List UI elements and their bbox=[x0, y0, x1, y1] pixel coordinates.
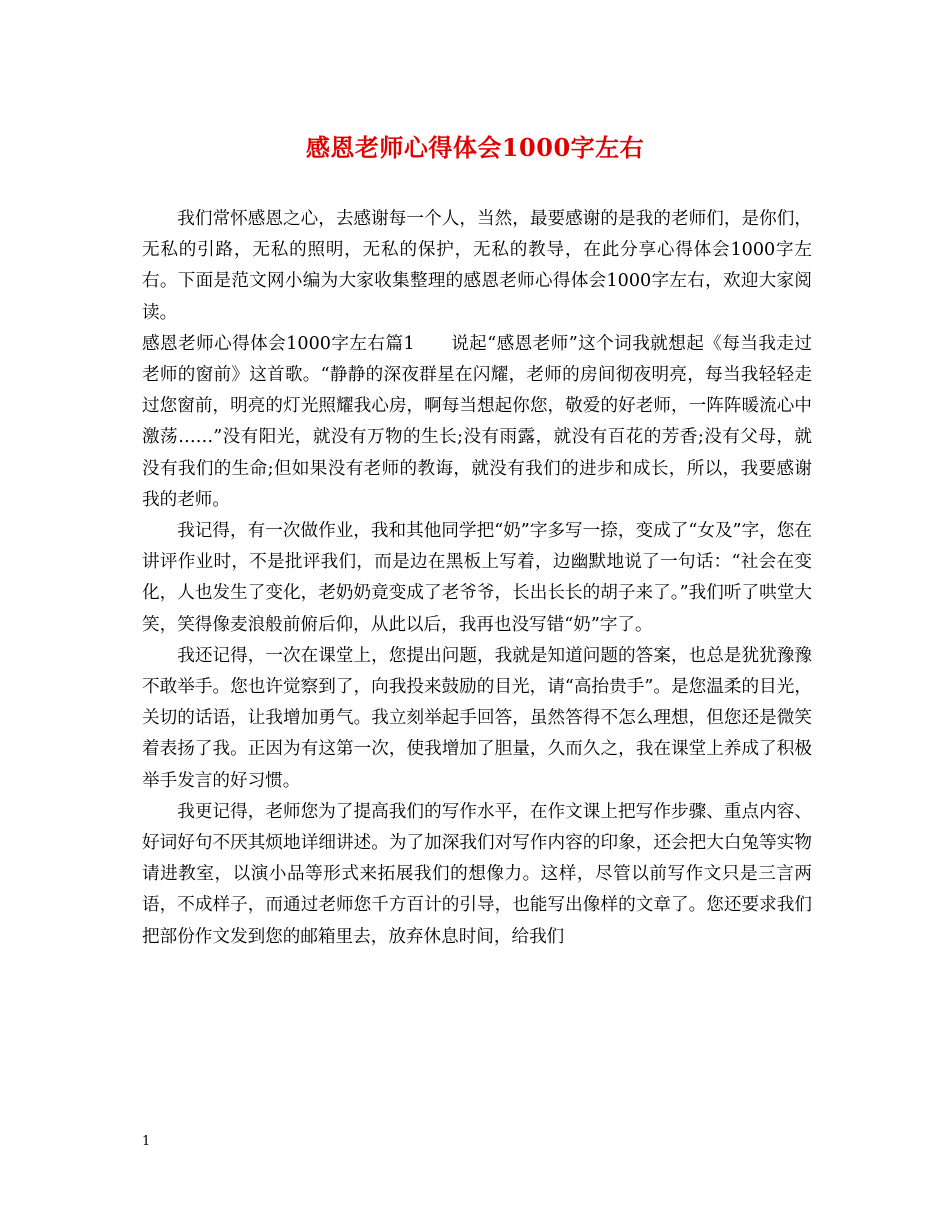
paragraph-memory-2: 我还记得，一次在课堂上，您提出问题，我就是知道问题的答案，也总是犹犹豫豫不敢举手。您也许觉察到了，向我投来鼓励的目光，请“高抬贵手”。是您温柔的目光，关切的话语，让我增加勇气。我立刻举起手回答，虽然答得不怎么理想，但您还是微笑着表扬了我。正因为有这第一次，使我增加了胆量，久而久之，我在课堂上养成了积极举手发言的好习惯。 bbox=[142, 645, 812, 791]
paragraph-section-1: 感恩老师心得体会1000字左右篇1 说起“感恩老师”这个词我就想起《每当我走过老师的窗前》这首歌。“静静的深夜群星在闪耀，老师的房间彻夜明亮，每当我轻轻走过您窗前，明亮的灯光照耀我心房，啊每当想起你您，敬爱的好老师，一阵阵暖流心中激荡……”没有阳光，就没有万物的生长;没有雨露，就没有百花的芳香;没有父母，就没有我们的生命;但如果没有老师的教诲，就没有我们的进步和成长，所以，我要感谢我的老师。 bbox=[142, 333, 812, 510]
paragraph-intro: 我们常怀感恩之心，去感谢每一个人，当然，最要感谢的是我的老师们，是你们，无私的引路，无私的照明，无私的保护，无私的教导，在此分享心得体会1000字左右。下面是范文网小编为大家收集整理的感恩老师心得体会1000字左右，欢迎大家阅读。 bbox=[142, 209, 812, 323]
page-number: 1 bbox=[142, 1134, 151, 1149]
document-body bbox=[142, 204, 812, 953]
paragraph-memory-3: 我更记得，老师您为了提高我们的写作水平，在作文课上把写作步骤、重点内容、好词好句不厌其烦地详细讲述。为了加深我们对写作内容的印象，还会把大白兔等实物请进教室，以演小品等形式来拓展我们的想像力。这样，尽管以前写作文只是三言两语，不成样子，而通过老师您千方百计的引导，也能写出像样的文章了。您还要求我们把部份作文发到您的邮箱里去，放弃休息时间，给我们 bbox=[142, 801, 812, 947]
paragraph-memory-1: 我记得，有一次做作业，我和其他同学把“奶”字多写一捺，变成了“女及”字，您在讲评作业时，不是批评我们，而是边在黑板上写着，边幽默地说了一句话：“社会在变化，人也发生了变化，老奶奶竟变成了老爷爷，长出长长的胡子来了。”我们听了哄堂大笑，笑得像麦浪般前俯后仰，从此以后，我再也没写错“奶”字了。 bbox=[142, 521, 812, 635]
document-title: 感恩老师心得体会1000字左右 bbox=[305, 133, 645, 162]
